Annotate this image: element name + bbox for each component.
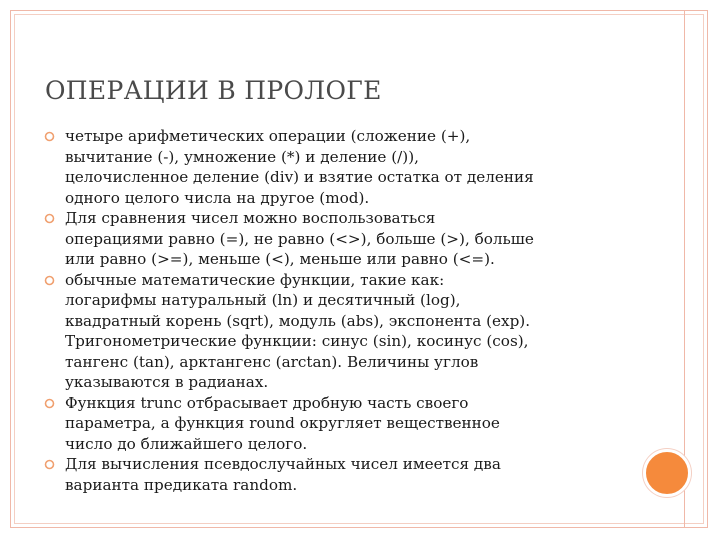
bullet-ring-icon — [44, 398, 55, 409]
bullet-item-comparison — [44, 208, 644, 270]
slide-right-strip — [684, 10, 708, 528]
bullet-item-math-functions — [44, 270, 644, 393]
bullet-line: обычные математические функции, такие как: — [65, 270, 445, 289]
bullet-line: Для вычисления псевдослучайных чисел имеется два — [65, 455, 501, 473]
bullet-line: Функция trunc отбрасывает дробную часть своего — [65, 393, 469, 412]
bullet-line: логарифмы натуральный (ln) и десятичный (log), — [65, 291, 461, 309]
bullet-item-random — [44, 454, 644, 495]
bullet-line: параметра, а функция round округляет вещественное — [65, 414, 500, 432]
bullet-ring-icon — [44, 275, 55, 286]
bullet-line: вычитание (-), умножение (*) и деление (/)), — [65, 147, 419, 166]
slide-title: ОПЕРАЦИИ В ПРОЛОГЕ — [45, 76, 382, 105]
bullet-ring-icon — [44, 131, 55, 142]
bullet-line: указываются в радианах. — [65, 373, 269, 391]
bullet-item-arithmetic — [44, 126, 644, 208]
bullet-line: четыре арифметических операции (сложение (+), — [65, 127, 471, 145]
bullet-line: операциями равно (=), не равно (<>), больше (>), больше — [65, 229, 534, 248]
bullet-line: Тригонометрические функции: синус (sin), косинус (cos), — [65, 332, 529, 350]
bullet-line: одного целого числа на другое (mod). — [65, 188, 370, 207]
bullet-item-trunc-round — [44, 393, 644, 455]
bullet-ring-icon — [44, 459, 55, 470]
bullet-line: число до ближайшего целого. — [65, 434, 308, 453]
bullet-line: тангенс (tan), арктангенс (arctan). Величины углов — [65, 352, 479, 371]
bullet-line: квадратный корень (sqrt), модуль (abs), экспонента (exp). — [65, 311, 531, 330]
bullet-list — [44, 126, 644, 495]
bullet-line: варианта предиката random. — [65, 475, 298, 494]
bullet-line: или равно (>=), меньше (<), меньше или равно (<=). — [65, 250, 495, 268]
bullet-line: целочисленное деление (div) и взятие остатка от деления — [65, 168, 534, 186]
bullet-line: Для сравнения чисел можно воспользоваться — [65, 209, 436, 227]
accent-dot-icon — [643, 449, 691, 497]
bullet-ring-icon — [44, 213, 55, 224]
